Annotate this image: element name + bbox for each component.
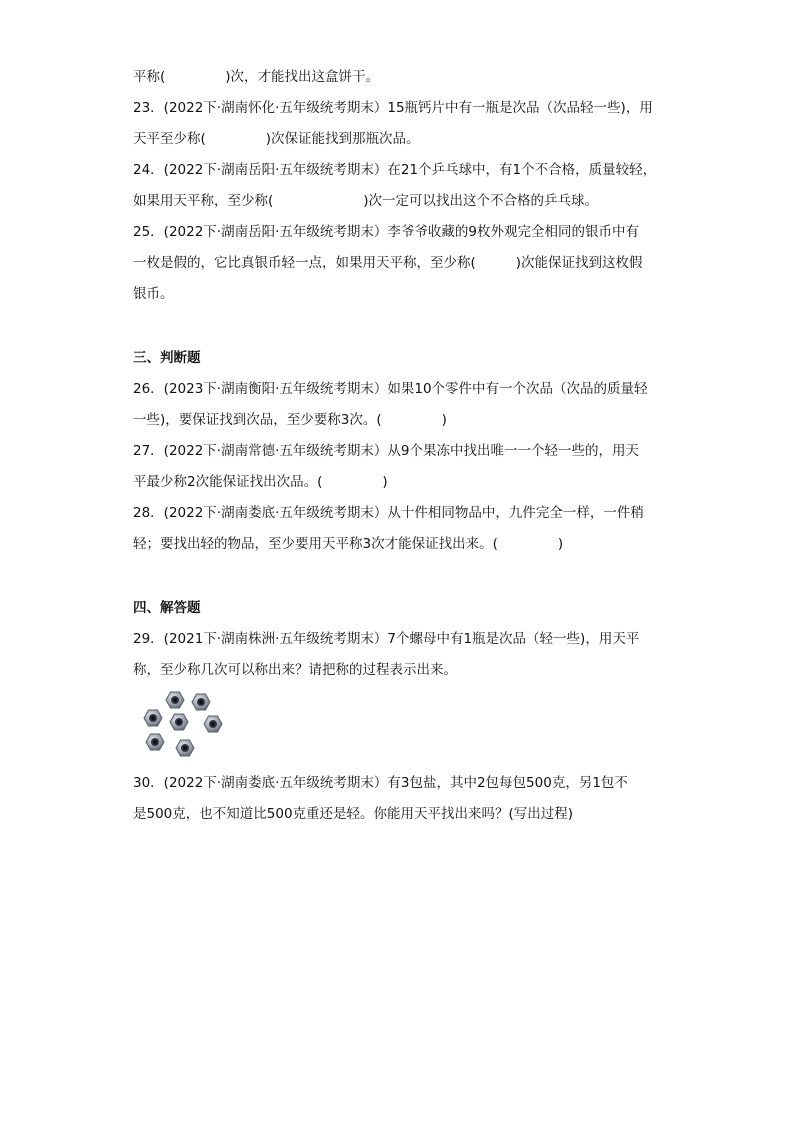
section-heading-answer: 四、解答题 [133, 600, 201, 616]
q26-text-b: ) [441, 412, 447, 428]
q28-line-2 [133, 529, 668, 560]
q26-line-1: 26．(2023下·湖南衡阳·五年级统考期末）如果10个零件中有一个次品（次品的质量轻 [133, 381, 648, 397]
q29-line-2: 称，至少称几次可以称出来？请把称的过程表示出来。 [133, 662, 457, 678]
q25-text-a: 一枚是假的，它比真银币轻一点，如果用天平称，至少称( [133, 255, 476, 271]
q26-line-2 [133, 405, 668, 436]
q28-text-a: 轻；要找出轻的物品，至少要用天平称3次才能保证找出来。( [133, 536, 498, 552]
q25-text-b: )次能保证找到这枚假 [515, 255, 643, 271]
q26-text-a: 一些)，要保证找到次品，至少要称3次。( [133, 412, 382, 428]
q25-line-1: 25．(2022下·湖南岳阳·五年级统考期末）李爷爷收藏的9枚外观完全相同的银币中有 [133, 224, 639, 240]
q27-text-b: ) [382, 474, 388, 490]
q27-text-a: 平最少称2次能保证找出次品。( [133, 474, 323, 490]
q25-line-2 [133, 248, 668, 279]
nuts-image [133, 690, 668, 760]
q27-line-2 [133, 467, 668, 498]
q24-line-2 [133, 186, 668, 217]
q22-continuation [133, 62, 668, 93]
q24-line-1: 24．(2022下·湖南岳阳·五年级统考期末）在21个乒乓球中，有1个不合格，质量较轻， [133, 162, 657, 178]
spacer [133, 310, 668, 343]
q22-text-b: )次，才能找出这盒饼干。 [225, 69, 380, 85]
document-content [133, 62, 668, 830]
q27-line-1: 27．(2022下·湖南常德·五年级统考期末）从9个果冻中找出唯一一个轻一些的，用天 [133, 443, 639, 459]
q30-line-1: 30．(2022下·湖南娄底·五年级统考期末）有3包盐，其中2包每包500克，另1包不 [133, 775, 628, 791]
q23-line-2 [133, 124, 668, 155]
q28-text-b: ) [557, 536, 564, 552]
q29-line-1: 29．(2021下·湖南株洲·五年级统考期末）7个螺母中有1瓶是次品（轻一些)，用天平 [133, 631, 640, 647]
q23-text-a: 天平至少称( [133, 131, 206, 147]
q23-text-b: )次保证能找到那瓶次品。 [265, 131, 420, 147]
q24-text-b: )次一定可以找出这个不合格的乒乓球。 [363, 193, 599, 209]
q28-line-1: 28．(2022下·湖南娄底·五年级统考期末）从十件相同物品中，九件完全一样，一件稍 [133, 505, 644, 521]
q30-line-2: 是500克，也不知道比500克重还是轻。你能用天平找出来吗？(写出过程) [133, 806, 574, 822]
spacer [133, 560, 668, 593]
section-heading-judge: 三、判断题 [133, 350, 201, 366]
q22-text-a: 平称( [133, 69, 166, 85]
q25-line-3: 银币。 [133, 286, 174, 302]
hex-nuts-icon [133, 690, 233, 760]
q23-line-1: 23．(2022下·湖南怀化·五年级统考期末）15瓶钙片中有一瓶是次品（次品轻一些)，用 [133, 100, 653, 116]
q24-text-a: 如果用天平称，至少称( [133, 193, 274, 209]
